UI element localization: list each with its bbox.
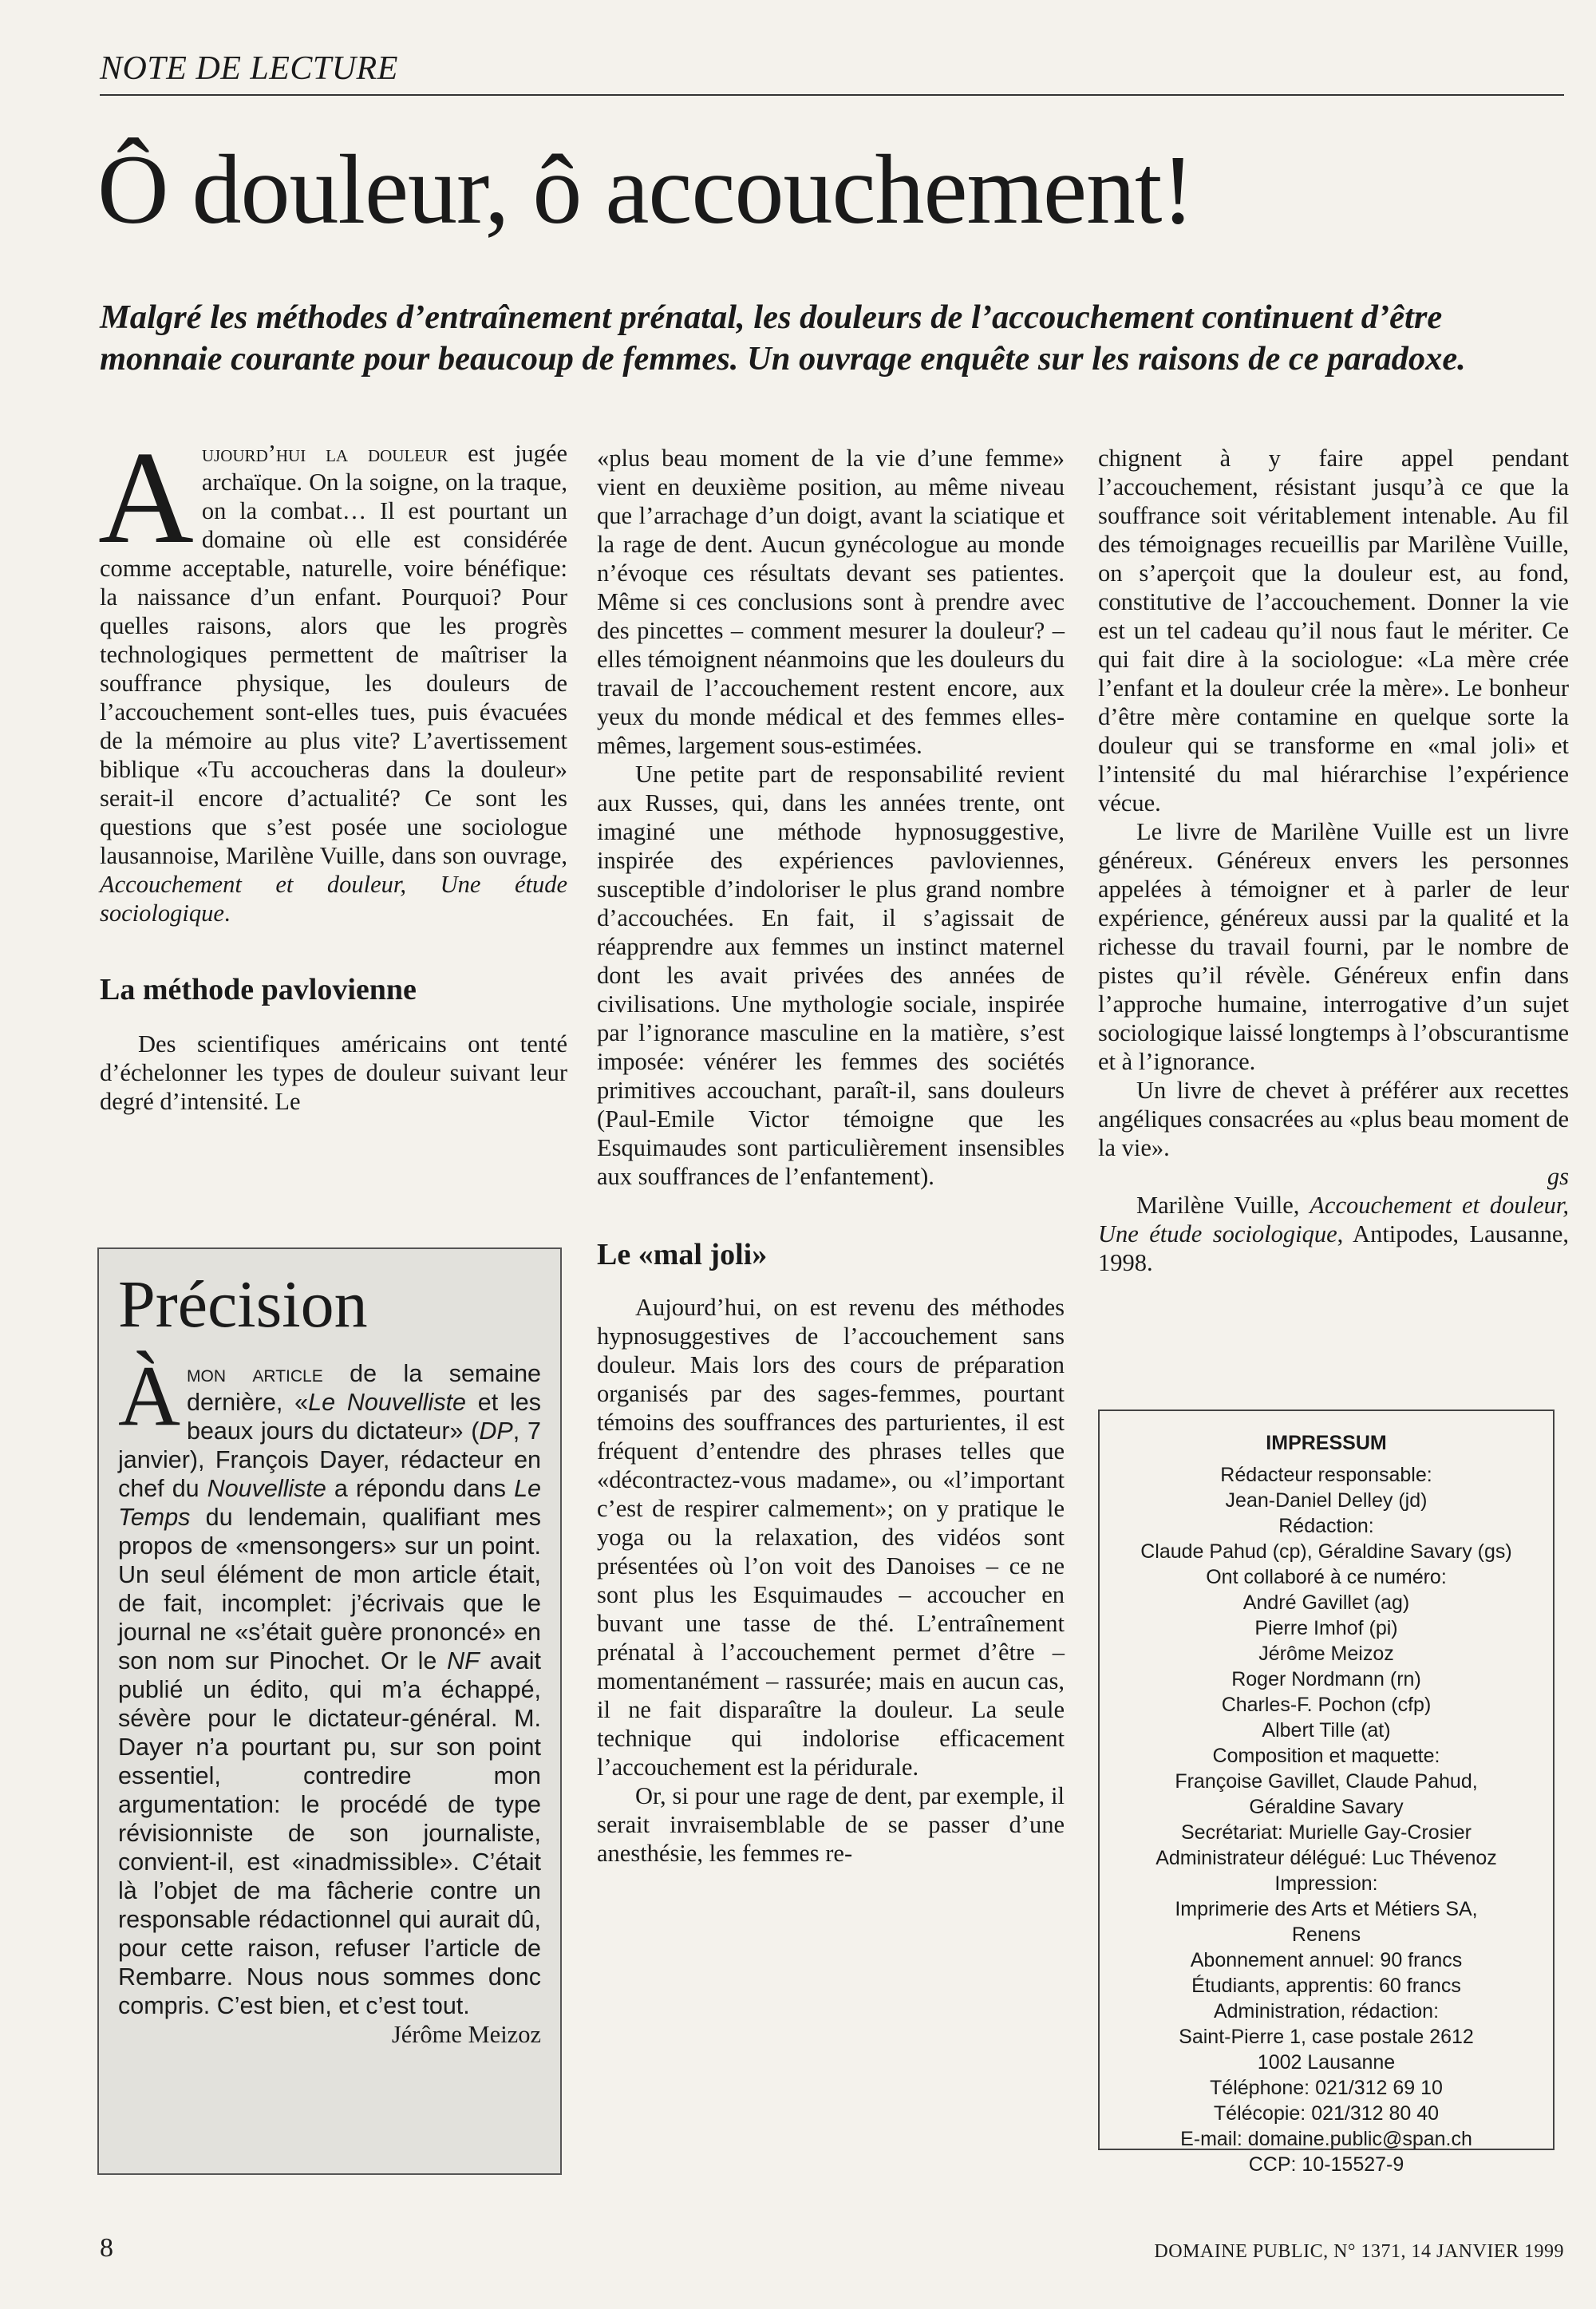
impressum-line: Pierre Imhof (pi) [1254,1617,1398,1639]
publication-info: DOMAINE PUBLIC, N° 1371, 14 JANVIER 1999 [1154,2241,1564,2262]
impressum-line: Administration, rédaction: [1213,2000,1440,2022]
page-number: 8 [100,2233,113,2263]
impressum-line: Télécopie: 021/312 80 40 [1213,2102,1440,2125]
article-paragraph: Aujourd’hui, on est revenu des méthodes hypnosuggestives de l’accouchement sans douleur. Mais lors des cours de préparation organisés par des sages-femmes, pourtant témoins des souffrances des parturientes, il est fréquent d’entendre des phrases telles que «décontractez-vous madame», ou «l’important c’est de respirer calmement»; on y pratique le yoga ou la relaxation, des vidéos sont présentées où l’on voit des Danoises – ce ne sont plus les Esquimaudes – accoucher en buvant une tasse de thé. L’entraînement prénatal à l’accouchement permet d’être – momentanément – rassurée; mais en aucun cas, il ne fait disparaître la douleur. La seule technique qui indolorise efficacement l’accouchement est la péridurale. [597,1294,1065,1781]
impressum-line: Composition et maquette: [1212,1745,1440,1767]
subheading: Le «mal joli» [597,1238,768,1271]
impressum-line: CCP: 10-15527-9 [1248,2153,1404,2176]
impressum-line: Rédaction: [1278,1515,1374,1537]
book-reference [1098,1191,1569,1277]
precision-text-part: et les beaux jours du dictateur» ( [187,1389,541,1445]
article-column-2 [597,444,1065,1868]
impressum-line: Albert Tille (at) [1262,1719,1391,1742]
article-text: . [223,899,231,927]
impressum-lines [1100,1462,1553,2177]
article-paragraph: Des scientifiques américains ont tenté d’échelonner les types de douleur suivant leur degré d’intensité. Le [100,1030,567,1115]
impressum-line: Renens [1291,1924,1361,1946]
impressum-title: IMPRESSUM [1266,1432,1387,1454]
impressum-line: Jérôme Meizoz [1258,1643,1394,1665]
article-paragraph [98,424,567,927]
precision-box [97,1247,562,2175]
precision-text-part: a répondu dans [326,1475,515,1502]
impressum-line: Françoise Gavillet, Claude Pahud, [1175,1770,1478,1793]
precision-text-italic: NF [447,1647,480,1674]
precision-text [118,1349,542,2020]
precision-text-italic: Le Nouvelliste [308,1389,467,1416]
precision-text-part: , 7 janvier), François Dayer, rédacteur en chef du [118,1417,541,1502]
article-text: est jugée archaïque. On la soigne, on la traque, on la combat… Il est pourtant un domaine où elle est considérée comme acceptable, naturelle, voire bénéfique: la naissance d’un enfant. Pourquoi? Pour quelles raisons, alors que les progrès technologiques permettent de maîtriser la souffrance physique, les douleurs de l’accouchement sont-elles tues, puis évacuées de la mémoire au plus vite? L’avertissement biblique «Tu accoucheras dans la douleur» serait-il encore d’actualité? Ce sont les questions que s’est posée une sociologue lausannoise, Marilène Vuille, dans son ouvrage, [100,440,567,869]
precision-text-part: de la semaine dernière, « [187,1360,542,1416]
precision-text-part: avait publié un édito, qui m’a échappé, sévère pour le dictateur-général. M. Dayer n’a pourtant pu, sur son point essentiel, contredire mon argumentation: le procédé de type révisionniste de son journaliste, convient-il, est «inadmissible». C’était là l’objet de ma fâcherie contre un responsable rédactionnel qui aurait dû, pour cette raison, refuser l’article de Rembarre. Nous nous sommes donc compris. C’est bien, et c’est tout. [118,1647,541,2019]
impressum-line: Ont collaboré à ce numéro: [1206,1566,1447,1588]
header-rule [100,94,1564,96]
precision-title: Précision [118,1267,368,1342]
author-initials: gs [1547,1163,1569,1190]
impressum-box [1098,1410,1555,2176]
subheading: La méthode pavlovienne [100,973,417,1006]
article-column-3 [1098,444,1569,1277]
precision-text-italic: DP [479,1417,513,1445]
impressum-line: Saint-Pierre 1, case postale 2612 [1179,2026,1474,2048]
impressum-line: Téléphone: 021/312 69 10 [1210,2077,1443,2099]
precision-text-italic: Le Temps [118,1475,541,1531]
impressum-line: Jean-Daniel Delley (jd) [1225,1489,1428,1512]
impressum-line: Administrateur délégué: Luc Thévenoz [1156,1847,1497,1869]
impressum-line: Impression: [1274,1872,1378,1895]
precision-signature: Jérôme Meizoz [391,2021,541,2048]
article-paragraph: Une petite part de responsabilité revient aux Russes, qui, dans les années trente, ont imaginé une méthode hypnosuggestive, inspirée des expériences pavloviennes, susceptible d’indoloriser le plus grand nombre d’accouchées. En fait, il s’agissait de réapprendre aux femmes un instinct maternel dont les avait privées des années de civilisations. Une mythologie sociale, inspirée par l’ignorance masculine en la matière, s’est imposée: vénérer les femmes des sociétés primitives accouchant, paraît-il, sans douleurs (Paul-Emile Victor témoigne que les Esquimaudes sont particulièrement insensibles aux souffrances de l’enfantement). [597,761,1065,1190]
impressum-line: Rédacteur responsable: [1220,1464,1432,1486]
headline: Ô douleur, ô accouchement! [97,135,1194,244]
impressum-line: E-mail: domaine.public@span.ch [1180,2128,1472,2150]
article-paragraph [1098,1076,1569,1191]
impressum-line: Abonnement annuel: 90 francs [1190,1949,1463,1971]
reference-title: Accouchement et douleur, Une étude sociologique [1098,1192,1569,1247]
section-label: NOTE DE LECTURE [100,50,398,87]
impressum-line: André Gavillet (ag) [1242,1591,1410,1614]
impressum-line: Roger Nordmann (rn) [1231,1668,1421,1690]
drop-cap: A [98,424,194,571]
impressum-line: Étudiants, apprentis: 60 francs [1191,1975,1461,1997]
small-caps-opening: ujourd’hui la douleur [201,440,448,467]
reference-publisher: , Antipodes, Lausanne, 1998. [1098,1220,1570,1276]
article-text: Un livre de chevet à préférer aux recettes angéliques consacrées au «plus beau moment de la vie». [1098,1077,1569,1161]
article-column-1 [98,424,567,1116]
precision-text-italic: Nouvelliste [207,1475,326,1502]
drop-cap: À [118,1349,180,1444]
impressum-line: Charles-F. Pochon (cfp) [1221,1694,1432,1716]
book-title: Accouchement et douleur, Une étude sociologique [100,871,567,927]
small-caps-opening: mon article [187,1360,323,1387]
precision-text-part: du lendemain, qualifiant mes propos de «mensongers» sur un point. Un seul élément de mon article était, de fait, incomplet: j’écrivais que le journal ne «s’était guère prononcé» en son nom sur Pinochet. Or le [118,1504,541,1674]
impressum-line: Secrétariat: Murielle Gay-Crosier [1181,1821,1472,1844]
article-paragraph: chignent à y faire appel pendant l’accouchement, résistant jusqu’à ce que la souffrance soit véritablement intenable. Au fil des témoignages recueillis par Marilène Vuille, on s’aperçoit que la douleur est, au fond, constitutive de l’accouchement. Donner la vie est un tel cadeau qu’il nous faut le mériter. Ce qui fait dire à la sociologue: «La mère crée l’enfant et la douleur crée la mère». Le bonheur d’être mère contamine en quelque sorte la douleur qui se transforme en «mal joli» et l’intensité du mal hiérarchise l’expérience vécue. [1098,445,1569,816]
article-paragraph: «plus beau moment de la vie d’une femme» vient en deuxième position, au même niveau que l’arrachage d’un doigt, avant la sciatique et la rage de dent. Aucun gynécologue au monde n’évoque ces résultats devant ses patientes. Même si ces conclusions sont à prendre avec des pincettes – comment mesurer la douleur? – elles témoignent néanmoins que les douleurs du travail de l’accouchement restent encore, aux yeux du monde médical et des femmes elles-mêmes, largement sous-estimées. [597,445,1065,759]
impressum-line: Géraldine Savary [1249,1796,1404,1818]
reference-author: Marilène Vuille, [1136,1192,1310,1219]
article-paragraph: Le livre de Marilène Vuille est un livre généreux. Généreux envers les personnes appelées à témoigner et à parler de leur expérience, généreux aussi par la qualité et la richesse du travail fourni, par le nombre de pistes qu’il révèle. Généreux enfin dans l’approche humaine, interrogative d’un sujet sociologique laissé longtemps à l’obscurantisme et à l’ignorance. [1098,818,1569,1075]
impressum-line: Claude Pahud (cp), Géraldine Savary (gs) [1140,1540,1512,1563]
article-paragraph: Or, si pour une rage de dent, par exemple, il serait invraisemblable de se passer d’une anesthésie, les femmes re- [597,1782,1065,1867]
impressum-line: Imprimerie des Arts et Métiers SA, [1175,1898,1478,1920]
lead-paragraph: Malgré les méthodes d’entraînement prénatal, les douleurs de l’accouchement continuent d’être monnaie courante pour beaucoup de femmes. Un ouvrage enquête sur les raisons de ce paradoxe. [100,299,1466,378]
impressum-line: 1002 Lausanne [1257,2051,1396,2074]
